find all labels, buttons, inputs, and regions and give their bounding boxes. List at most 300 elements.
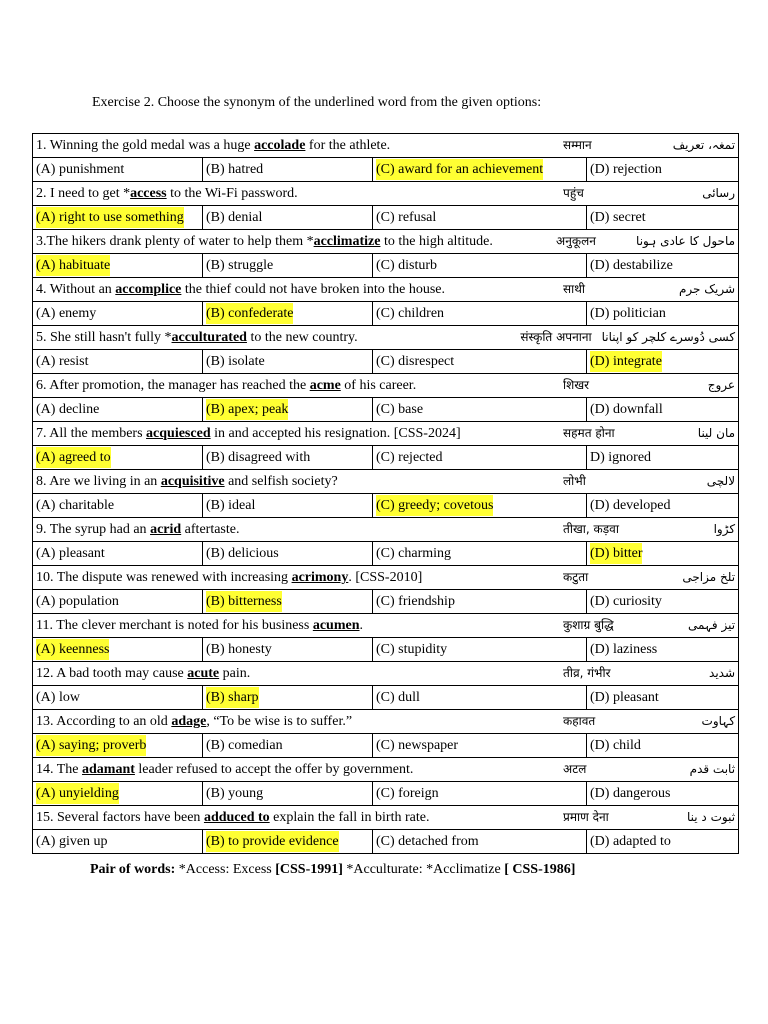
- option-text: sharp: [228, 690, 259, 705]
- option-cell: [373, 830, 587, 854]
- hindi-meaning: प्रमाण देना: [563, 810, 609, 824]
- underlined-keyword: acquiesced: [146, 426, 211, 441]
- underlined-keyword: acrimony: [291, 570, 349, 585]
- option-letter: (B): [206, 786, 225, 801]
- option-cell: [587, 590, 739, 614]
- question-pre: 15. Several factors have been: [36, 810, 204, 825]
- option: [206, 783, 263, 804]
- hindi-meaning: कटुता: [563, 570, 589, 584]
- options-row: [33, 302, 739, 326]
- question-line: [36, 519, 735, 540]
- option-letter: (A): [36, 738, 56, 753]
- option-letter: (A): [36, 162, 56, 177]
- question-cell: [33, 326, 739, 350]
- option-text: hatred: [228, 162, 264, 177]
- question-row: [33, 614, 739, 638]
- option-text: unyielding: [58, 786, 119, 801]
- option: [376, 447, 442, 468]
- option-letter: (C): [376, 354, 395, 369]
- question-post: . [CSS-2010]: [348, 570, 423, 585]
- question-row: [33, 662, 739, 686]
- question-pre: 14. The: [36, 762, 83, 777]
- option-cell: [587, 686, 739, 710]
- option-text: bitter: [612, 546, 643, 561]
- option-text: keenness: [58, 642, 110, 657]
- option-text: foreign: [398, 786, 439, 801]
- option-letter: (D): [590, 690, 610, 705]
- option-letter: (C): [376, 162, 395, 177]
- option: [206, 543, 279, 564]
- urdu-meaning: شدید: [709, 666, 736, 680]
- option-letter: (C): [376, 306, 395, 321]
- underlined-keyword: accolade: [254, 138, 306, 153]
- option-text: dull: [398, 690, 420, 705]
- option: [590, 831, 671, 852]
- question-text: [36, 567, 555, 588]
- hindi-meaning: पहुंच: [563, 186, 584, 200]
- option-letter: (C): [376, 258, 395, 273]
- hindi-meaning: अनुकूलन: [556, 234, 596, 248]
- option-cell: [373, 158, 587, 182]
- question-row: [33, 134, 739, 158]
- option-letter: (A): [36, 546, 56, 561]
- option-cell: [587, 302, 739, 326]
- question-line: [36, 231, 735, 252]
- option-text: confederate: [228, 306, 294, 321]
- correct-option: [206, 591, 282, 612]
- hindi-meaning: कहावत: [563, 714, 596, 728]
- urdu-meaning: مان لینا: [697, 426, 736, 440]
- option-cell: [203, 686, 373, 710]
- question-pre: 5. She still hasn't fully *: [36, 330, 172, 345]
- option-text: award for an achievement: [398, 162, 544, 177]
- option: [590, 495, 670, 516]
- correct-option: [376, 159, 543, 180]
- question-text: [36, 183, 555, 204]
- question-cell: [33, 230, 739, 254]
- option-text: developed: [612, 498, 671, 513]
- correct-option: [206, 399, 288, 420]
- option-text: right to use something: [58, 210, 184, 225]
- option: [590, 591, 662, 612]
- option: [590, 735, 641, 756]
- underlined-keyword: acute: [187, 666, 220, 681]
- hindi-meaning: तीखा, कड़वा: [563, 522, 619, 536]
- option-text: detached from: [398, 834, 479, 849]
- option: [206, 639, 272, 660]
- option-cell: [33, 206, 203, 230]
- options-row: [33, 686, 739, 710]
- underlined-keyword: acculturated: [171, 330, 247, 345]
- options-row: [33, 494, 739, 518]
- option-letter: (B): [206, 498, 225, 513]
- question-line: [36, 375, 735, 396]
- option-letter: (D): [590, 594, 610, 609]
- options-row: [33, 590, 739, 614]
- option-text: honesty: [228, 642, 272, 657]
- option-text: decline: [58, 402, 100, 417]
- option-text: agreed to: [58, 450, 111, 465]
- pair-label: Pair of words:: [90, 862, 176, 877]
- option-letter: (D): [590, 402, 610, 417]
- options-row: [33, 782, 739, 806]
- question-cell: [33, 662, 739, 686]
- question-post: leader refused to accept the offer by government.: [134, 762, 414, 777]
- option-text: denial: [228, 210, 263, 225]
- question-row: [33, 278, 739, 302]
- option-cell: [587, 446, 739, 470]
- option-cell: [203, 494, 373, 518]
- option-text: charming: [398, 546, 452, 561]
- options-row: [33, 542, 739, 566]
- option: [376, 687, 420, 708]
- question-pre: 11. The clever merchant is noted for his business: [36, 618, 313, 633]
- option: [590, 783, 670, 804]
- option-letter: (A): [36, 306, 56, 321]
- option-letter: (B): [206, 162, 225, 177]
- hindi-meaning: अटल: [563, 762, 587, 776]
- option-text: habituate: [58, 258, 111, 273]
- question-text: [36, 279, 555, 300]
- option-letter: (A): [36, 642, 56, 657]
- question-row: [33, 422, 739, 446]
- options-row: [33, 254, 739, 278]
- option-letter: (B): [206, 354, 225, 369]
- option-letter: (A): [36, 402, 56, 417]
- correct-option: [206, 303, 293, 324]
- option-cell: [587, 542, 739, 566]
- option: [206, 159, 263, 180]
- option-letter: (B): [206, 450, 225, 465]
- option-letter: (D): [590, 786, 610, 801]
- option-letter: (D): [590, 642, 610, 657]
- option-text: punishment: [58, 162, 125, 177]
- option-letter: (C): [376, 594, 395, 609]
- question-text: [36, 519, 555, 540]
- option-text: ignored: [608, 450, 652, 465]
- question-line: [36, 471, 735, 492]
- option-letter: (B): [206, 306, 225, 321]
- hindi-meaning: साथी: [563, 282, 586, 296]
- option-letter: (B): [206, 402, 225, 417]
- acculturate-pair: *Acculturate: *Acclimatize: [342, 862, 505, 877]
- options-row: [33, 446, 739, 470]
- option-text: disturb: [398, 258, 438, 273]
- option: [376, 783, 439, 804]
- option-cell: [33, 446, 203, 470]
- option-cell: [33, 398, 203, 422]
- option-letter: (D): [590, 162, 610, 177]
- correct-option: [36, 639, 109, 660]
- question-line: [36, 711, 735, 732]
- option-cell: [33, 638, 203, 662]
- synonym-table: [32, 133, 739, 854]
- option: [36, 303, 96, 324]
- underlined-keyword: acrid: [150, 522, 182, 537]
- option: [206, 495, 255, 516]
- correct-option: [590, 351, 662, 372]
- option-cell: [33, 158, 203, 182]
- question-post: .: [359, 618, 363, 633]
- correct-option: [36, 783, 119, 804]
- option-letter: (D): [590, 834, 610, 849]
- question-pre: 1. Winning the gold medal was a huge: [36, 138, 255, 153]
- question-cell: [33, 278, 739, 302]
- option-cell: [587, 254, 739, 278]
- option-cell: [373, 254, 587, 278]
- question-pre: 9. The syrup had an: [36, 522, 151, 537]
- option: [376, 591, 455, 612]
- pair-of-words-note: [90, 862, 575, 878]
- option-letter: (A): [36, 690, 56, 705]
- option-letter: (D): [590, 210, 610, 225]
- option: [376, 255, 437, 276]
- options-row: [33, 158, 739, 182]
- option-letter: D): [590, 450, 605, 465]
- option-cell: [33, 350, 203, 374]
- option-cell: [203, 158, 373, 182]
- css-1991-tag: [CSS-1991]: [275, 862, 343, 877]
- option-cell: [33, 542, 203, 566]
- option: [376, 351, 454, 372]
- question-text: [36, 135, 555, 156]
- question-text: [36, 663, 555, 684]
- option-text: laziness: [612, 642, 658, 657]
- option-letter: (D): [590, 546, 610, 561]
- urdu-meaning: عروج: [707, 378, 736, 392]
- option: [376, 399, 423, 420]
- option: [206, 351, 265, 372]
- question-pre: 8. Are we living in an: [36, 474, 161, 489]
- option-text: secret: [612, 210, 646, 225]
- option-text: enemy: [58, 306, 97, 321]
- underlined-keyword: acclimatize: [313, 234, 381, 249]
- option-cell: [203, 302, 373, 326]
- option-cell: [587, 206, 739, 230]
- option-text: child: [612, 738, 641, 753]
- option-cell: [587, 398, 739, 422]
- option: [590, 399, 663, 420]
- urdu-meaning: لالچی: [706, 474, 736, 488]
- option-text: young: [228, 786, 264, 801]
- question-pre: 7. All the members: [36, 426, 147, 441]
- urdu-meaning: کسی دُوسرے کلچر کو اپنانا: [601, 330, 736, 344]
- option: [36, 831, 108, 852]
- option-cell: [203, 590, 373, 614]
- option-text: base: [398, 402, 424, 417]
- question-line: [36, 279, 735, 300]
- urdu-meaning: شریک جرم: [679, 282, 736, 296]
- option: [206, 207, 262, 228]
- question-post: , “To be wise is to suffer.”: [206, 714, 353, 729]
- urdu-meaning: تمغہ، تعریف: [672, 138, 736, 152]
- question-cell: [33, 470, 739, 494]
- option-letter: (C): [376, 786, 395, 801]
- hindi-meaning: संस्कृति अपनाना: [520, 330, 592, 344]
- option-letter: (A): [36, 786, 56, 801]
- question-pre: 4. Without an: [36, 282, 116, 297]
- option-cell: [203, 398, 373, 422]
- correct-option: [206, 831, 339, 852]
- option-text: saying; proverb: [58, 738, 147, 753]
- option-text: rejected: [398, 450, 443, 465]
- question-post: in and accepted his resignation. [CSS-2024]: [210, 426, 461, 441]
- option-letter: (C): [376, 210, 395, 225]
- option: [36, 543, 105, 564]
- option-cell: [587, 638, 739, 662]
- option-letter: (D): [590, 498, 610, 513]
- access-pair: *Access: Excess: [175, 862, 276, 877]
- option-letter: (D): [590, 354, 610, 369]
- option-text: population: [58, 594, 119, 609]
- option-text: low: [58, 690, 80, 705]
- option: [590, 447, 651, 468]
- option-text: ideal: [228, 498, 256, 513]
- option-cell: [587, 830, 739, 854]
- question-text: [36, 327, 512, 348]
- underlined-keyword: acquisitive: [160, 474, 225, 489]
- question-cell: [33, 374, 739, 398]
- question-cell: [33, 806, 739, 830]
- question-text: [36, 759, 555, 780]
- option-text: disagreed with: [228, 450, 311, 465]
- option-text: charitable: [58, 498, 115, 513]
- option-cell: [33, 734, 203, 758]
- option: [206, 255, 273, 276]
- options-row: [33, 206, 739, 230]
- option-letter: (D): [590, 258, 610, 273]
- question-row: [33, 806, 739, 830]
- question-row: [33, 230, 739, 254]
- question-line: [36, 567, 735, 588]
- option: [590, 303, 666, 324]
- question-pre: 2. I need to get *: [36, 186, 131, 201]
- question-row: [33, 566, 739, 590]
- question-row: [33, 182, 739, 206]
- question-text: [36, 711, 555, 732]
- underlined-keyword: access: [130, 186, 167, 201]
- options-row: [33, 350, 739, 374]
- option-cell: [587, 734, 739, 758]
- option-text: apex; peak: [228, 402, 289, 417]
- question-text: [36, 471, 555, 492]
- option-letter: (D): [590, 306, 610, 321]
- options-row: [33, 398, 739, 422]
- correct-option: [590, 543, 642, 564]
- question-row: [33, 518, 739, 542]
- option: [376, 207, 436, 228]
- urdu-meaning: تیز فہمی: [687, 618, 736, 632]
- urdu-meaning: کڑوا: [713, 522, 736, 536]
- question-post: pain.: [219, 666, 251, 681]
- question-cell: [33, 566, 739, 590]
- question-post: to the high altitude.: [380, 234, 493, 249]
- option-cell: [203, 206, 373, 230]
- option-letter: (C): [376, 450, 395, 465]
- correct-option: [206, 687, 259, 708]
- option-letter: (C): [376, 642, 395, 657]
- option-text: destabilize: [612, 258, 673, 273]
- option-text: integrate: [612, 354, 662, 369]
- question-pre: 10. The dispute was renewed with increasing: [36, 570, 292, 585]
- question-pre: 3.The hikers drank plenty of water to help them *: [36, 234, 314, 249]
- option-cell: [587, 782, 739, 806]
- option-text: delicious: [228, 546, 279, 561]
- question-post: aftertaste.: [181, 522, 240, 537]
- question-text: [36, 423, 555, 444]
- option-text: bitterness: [228, 594, 282, 609]
- option-letter: (B): [206, 258, 225, 273]
- question-text: [36, 615, 555, 636]
- question-line: [36, 615, 735, 636]
- option-letter: (C): [376, 834, 395, 849]
- question-cell: [33, 422, 739, 446]
- urdu-meaning: ماحول کا عادی ہونا: [636, 234, 736, 248]
- option-cell: [33, 782, 203, 806]
- option: [590, 255, 673, 276]
- option: [206, 735, 283, 756]
- option-text: refusal: [398, 210, 437, 225]
- question-text: [36, 231, 548, 252]
- option-text: children: [398, 306, 445, 321]
- underlined-keyword: accomplice: [115, 282, 182, 297]
- option-cell: [373, 638, 587, 662]
- underlined-keyword: acumen: [312, 618, 360, 633]
- option-letter: (B): [206, 210, 225, 225]
- option-cell: [33, 686, 203, 710]
- question-row: [33, 470, 739, 494]
- option-text: adapted to: [612, 834, 671, 849]
- question-cell: [33, 614, 739, 638]
- options-row: [33, 830, 739, 854]
- question-line: [36, 327, 735, 348]
- option-cell: [33, 830, 203, 854]
- option-cell: [373, 542, 587, 566]
- option-cell: [33, 494, 203, 518]
- question-row: [33, 710, 739, 734]
- question-post: of his career.: [340, 378, 417, 393]
- hindi-meaning: सहमत होना: [563, 426, 615, 440]
- option-letter: (A): [36, 450, 56, 465]
- question-text: [36, 375, 555, 396]
- option-cell: [203, 254, 373, 278]
- option-letter: (A): [36, 210, 56, 225]
- underlined-keyword: acme: [309, 378, 341, 393]
- option-cell: [373, 686, 587, 710]
- option-cell: [203, 638, 373, 662]
- question-cell: [33, 710, 739, 734]
- option-cell: [373, 206, 587, 230]
- question-row: [33, 326, 739, 350]
- option-cell: [203, 734, 373, 758]
- option-text: politician: [612, 306, 666, 321]
- option-letter: (C): [376, 546, 395, 561]
- underlined-keyword: adamant: [82, 762, 135, 777]
- question-post: explain the fall in birth rate.: [269, 810, 430, 825]
- option-text: pleasant: [612, 690, 659, 705]
- option-letter: (B): [206, 642, 225, 657]
- option-letter: (B): [206, 834, 225, 849]
- question-post: and selfish society?: [224, 474, 338, 489]
- correct-option: [36, 735, 146, 756]
- css-1986-tag: [ CSS-1986]: [504, 862, 576, 877]
- hindi-meaning: कुशाग्र बुद्धि: [563, 618, 614, 632]
- option-text: rejection: [612, 162, 662, 177]
- option-cell: [203, 350, 373, 374]
- option-letter: (B): [206, 690, 225, 705]
- option-letter: (A): [36, 258, 56, 273]
- option-letter: (C): [376, 690, 395, 705]
